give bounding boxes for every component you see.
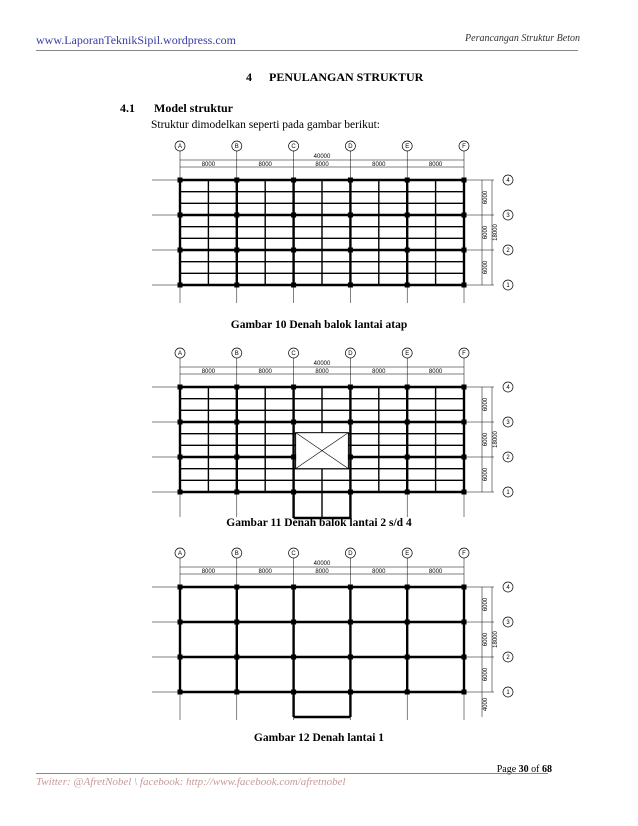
figure-caption-11: Gambar 11 Denah balok lantai 2 s/d 4 — [226, 517, 412, 529]
column — [291, 178, 296, 183]
dim-total-label: 40000 — [313, 561, 331, 567]
column — [234, 283, 239, 288]
dim-right-total-label: 18000 — [493, 631, 499, 648]
roof-beam-plan — [0, 138, 638, 313]
dim-span-label: 8000 — [201, 162, 216, 168]
footer-divider — [36, 773, 548, 774]
column — [462, 690, 467, 695]
grid-label-C: C — [291, 351, 296, 357]
column — [348, 385, 353, 390]
column — [178, 283, 183, 288]
footer-social[interactable]: Twitter: @AfretNobel \ facebook: http://www.facebook.com/afretnobel — [36, 776, 346, 788]
column — [234, 585, 239, 590]
figure-caption-12: Gambar 12 Denah lantai 1 — [253, 732, 385, 744]
grid-label-A: A — [177, 551, 183, 557]
dim-right-span: 6000 — [483, 190, 489, 205]
dim-span-label: 8000 — [258, 569, 272, 575]
dim-right-last-span: 4000 — [483, 697, 489, 712]
column — [462, 283, 467, 288]
grid-label-B: B — [234, 351, 239, 357]
column — [178, 178, 183, 183]
section-heading — [120, 101, 233, 116]
column — [234, 455, 239, 460]
dim-right-span: 6000 — [483, 467, 489, 482]
grid-label-B: B — [234, 551, 239, 557]
column — [462, 178, 467, 183]
grid-label-C: C — [291, 551, 296, 557]
column — [178, 490, 183, 495]
column — [405, 585, 410, 590]
column — [234, 620, 239, 625]
dim-right-span: 6000 — [483, 667, 489, 682]
section-title: Model struktur — [154, 101, 233, 115]
column — [405, 620, 410, 625]
dim-span-label: 8000 — [372, 369, 386, 375]
column — [291, 490, 296, 495]
chapter-number: 4 — [246, 70, 252, 84]
column — [462, 420, 467, 425]
grid-label-E: E — [405, 351, 410, 357]
grid-label-E: E — [405, 551, 410, 557]
column — [178, 690, 183, 695]
grid-label-D: D — [348, 144, 353, 150]
page-number: Page 30 of 68 — [496, 764, 552, 775]
grid-label-row-2: 2 — [506, 455, 510, 461]
column — [348, 620, 353, 625]
grid-label-row-1: 1 — [506, 490, 510, 496]
column — [291, 248, 296, 253]
column — [348, 490, 353, 495]
dim-right-span: 6000 — [483, 225, 489, 240]
grid-label-row-3: 3 — [506, 420, 510, 426]
column — [462, 248, 467, 253]
column — [291, 655, 296, 660]
grid-label-row-4: 4 — [506, 385, 510, 391]
chapter-title: PENULANGAN STRUKTUR — [269, 70, 424, 84]
column — [462, 585, 467, 590]
column — [178, 213, 183, 218]
column — [234, 420, 239, 425]
dim-right-span: 6000 — [483, 432, 489, 447]
dim-span-label: 8000 — [201, 369, 216, 375]
column — [348, 655, 353, 660]
dim-span-label: 8000 — [428, 162, 443, 168]
column — [348, 178, 353, 183]
dim-span-label: 8000 — [428, 569, 443, 575]
column — [348, 213, 353, 218]
dim-span-label: 8000 — [372, 162, 386, 168]
column — [234, 655, 239, 660]
column — [291, 213, 296, 218]
header-doc-title: Perancangan Struktur Beton — [465, 33, 580, 44]
column — [234, 690, 239, 695]
chapter-heading — [246, 70, 423, 85]
column — [405, 420, 410, 425]
column — [462, 213, 467, 218]
section-paragraph: Struktur dimodelkan seperti pada gambar berikut: — [151, 119, 380, 131]
column — [462, 455, 467, 460]
column — [462, 490, 467, 495]
column — [405, 213, 410, 218]
column — [348, 585, 353, 590]
column — [178, 385, 183, 390]
grid-label-A: A — [177, 144, 183, 150]
dim-span-label: 8000 — [372, 569, 386, 575]
column — [178, 455, 183, 460]
grid-label-row-2: 2 — [506, 655, 510, 661]
column — [291, 455, 296, 460]
column — [234, 178, 239, 183]
section-number: 4.1 — [120, 101, 135, 115]
column — [291, 385, 296, 390]
dim-span-label: 8000 — [315, 369, 329, 375]
figure-caption-10: Gambar 10 Denah balok lantai atap — [230, 319, 408, 331]
column — [234, 213, 239, 218]
grid-label-F: F — [462, 144, 466, 150]
grid-label-row-4: 4 — [506, 585, 510, 591]
grid-label-B: B — [234, 144, 239, 150]
column — [178, 585, 183, 590]
column — [462, 385, 467, 390]
column — [178, 655, 183, 660]
dim-right-span: 6000 — [483, 397, 489, 412]
dim-right-span: 6000 — [483, 632, 489, 647]
column — [405, 248, 410, 253]
grid-label-A: A — [177, 351, 183, 357]
grid-label-row-2: 2 — [506, 248, 510, 254]
dim-right-span: 6000 — [483, 597, 489, 612]
column — [405, 690, 410, 695]
dim-right-total-label: 18000 — [493, 431, 499, 448]
column — [234, 490, 239, 495]
column — [291, 283, 296, 288]
dim-total-label: 40000 — [313, 361, 331, 367]
grid-label-row-1: 1 — [506, 690, 510, 696]
column — [462, 655, 467, 660]
column — [291, 620, 296, 625]
column — [348, 420, 353, 425]
column — [348, 690, 353, 695]
column — [291, 690, 296, 695]
grid-label-F: F — [462, 551, 466, 557]
column — [291, 420, 296, 425]
grid-label-row-1: 1 — [506, 283, 510, 289]
column — [178, 248, 183, 253]
grid-label-F: F — [462, 351, 466, 357]
column — [178, 420, 183, 425]
grid-label-C: C — [291, 144, 296, 150]
column — [291, 585, 296, 590]
column — [178, 620, 183, 625]
floor-2-4-beam-plan — [0, 345, 638, 520]
dim-right-span: 6000 — [483, 260, 489, 275]
column — [234, 248, 239, 253]
dim-span-label: 8000 — [315, 569, 329, 575]
dim-span-label: 8000 — [258, 162, 272, 168]
column — [405, 283, 410, 288]
dim-span-label: 8000 — [428, 369, 443, 375]
dim-span-label: 8000 — [315, 162, 329, 168]
dim-span-label: 8000 — [258, 369, 272, 375]
column — [234, 385, 239, 390]
dim-right-total-label: 18000 — [493, 224, 499, 241]
grid-label-D: D — [348, 551, 353, 557]
column — [405, 655, 410, 660]
grid-label-E: E — [405, 144, 410, 150]
column — [348, 283, 353, 288]
grid-label-row-4: 4 — [506, 178, 510, 184]
column — [462, 620, 467, 625]
grid-label-row-3: 3 — [506, 213, 510, 219]
dim-span-label: 8000 — [201, 569, 216, 575]
column — [405, 490, 410, 495]
column — [348, 248, 353, 253]
column — [405, 178, 410, 183]
grid-label-row-3: 3 — [506, 620, 510, 626]
floor-1-plan — [0, 545, 638, 725]
grid-label-D: D — [348, 351, 353, 357]
column — [348, 455, 353, 460]
dim-total-label: 40000 — [313, 154, 331, 160]
column — [405, 455, 410, 460]
column — [405, 385, 410, 390]
header-divider — [36, 50, 578, 51]
header-website[interactable]: www.LaporanTeknikSipil.wordpress.com — [36, 33, 237, 47]
